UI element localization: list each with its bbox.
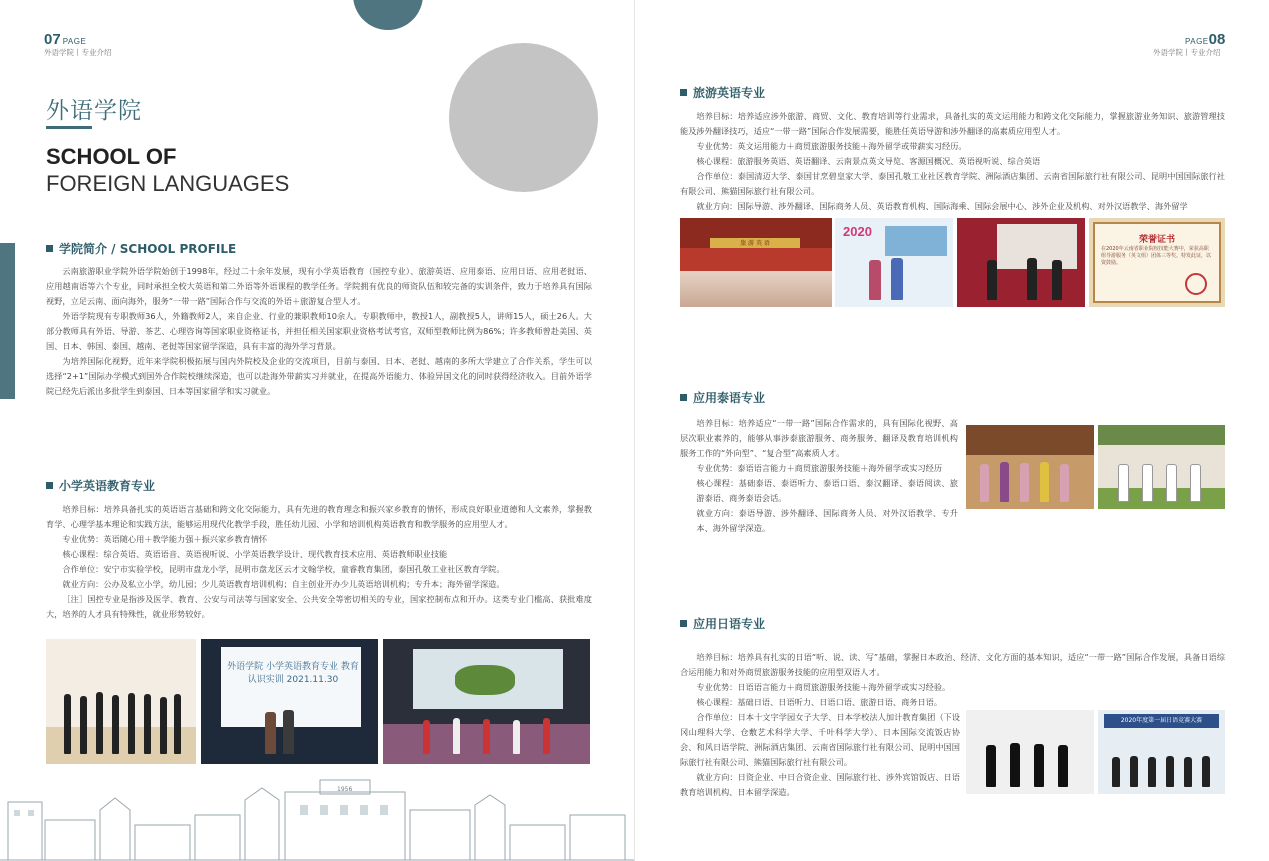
detail-line: 专业优势：英语随心用＋教学能力强＋振兴家乡教育情怀 [62,534,268,544]
title-underline [46,126,92,129]
profile-paragraph: 云南旅游职业学院外语学院始创于1998年，经过二十余年发展，现有小学英语教育（国控专业）、旅游英语、应用泰语、应用日语、应用老挝语、应用越南语等六个专业，同时承担全校大英语和第二外语等外语课程的教学任务。学院拥有优良的师资队伍和较完备的实训条件，致力于培养具有国际视野，立足云南、面向海外，服务“一带一路”国际合作与交流的外语＋旅游复合型人才。 [46,266,592,306]
side-accent-bar [0,243,15,399]
goal-text: 培养目标：培养适应涉外旅游、商贸、文化、教育培训等行业需求，具备扎实的英文运用能力和跨文化交际能力，掌握旅游业务知识、旅游管理技能及涉外翻译技巧，适应“一带一路”国际合作发展需要，能胜任英语导游和涉外翻译的高素质应用型人才。 [680,111,1225,136]
detail-line: 核心课程：基础泰语、泰语听力、泰语口语、泰汉翻译、泰语阅读、旅游泰语、商务泰语会话。 [696,478,958,503]
section-heading-profile: 学院简介 / SCHOOL PROFILE [46,240,236,257]
page-number-right: PAGE08 [1185,31,1226,48]
profile-paragraph: 外语学院现有专职教师36人，外籍教师2人，来自企业、行业的兼职教师10余人。专职教师中，教授1人，副教授5人，讲师15人，硕士26人。大部分教师具有外语、导游、茶艺、心理咨询等国家职业资格证书，并担任相关国家职业资格考试考官，双师型教师比例为86%；许多教师曾赴美国、英国、日本、韩国、泰国、越南、老挝等国家留学深造，具有丰富的海外学习背景。 [46,311,592,351]
running-head-left: 外语学院丨专业介绍 [44,48,112,57]
profile-body [46,264,592,399]
photo-primary-english-students [46,639,196,764]
square-bullet-icon [46,245,53,252]
campus-skyline-illustration [0,770,634,861]
decorative-circle-teal [353,0,423,30]
detail-line: 就业方向：国际导游、涉外翻译、国际商务人员、英语教育机构、国际海乘、国际会展中心、涉外企业及机构、对外汉语教学、海外留学 [696,201,1188,211]
gate-banner: 旅 游 英 语 [710,238,800,248]
square-bullet-icon [680,394,687,401]
goal-text: 培养目标：培养适应“一带一路”国际合作需求的，具有国际化视野、高层次职业素养的，能够从事涉泰旅游服务、商务服务、翻译及教育培训机构服务工作的“外向型”、“复合型”高素质人才。 [680,418,958,458]
detail-line: 就业方向：日资企业、中日合资企业、国际旅行社、涉外宾馆饭店、日语教育培训机构、日本留学深造。 [680,772,960,797]
section-heading-thai: 应用泰语专业 [680,389,765,406]
thai-body [680,416,958,536]
detail-line: 合作单位：日本十文字学园女子大学、日本学校法人加计教育集团（下设冈山理科大学、仓敷艺术科学大学、千叶科学大学）、日本国际交流饭店协会、和风日语学院、洲际酒店集团、云南省国际旅行社有限公司、昆明中国国际旅行社有限公司、熊猫国际旅行社有限公司。 [680,712,960,767]
detail-line: 合作单位：安宁市实验学校，昆明市盘龙小学，昆明市盘龙区云才文翰学校，童睿教育集团，泰国孔敬工业社区教育学院。 [62,564,505,574]
contest-banner: 2020年度第一届日语竞赛大赛 [1104,714,1219,728]
certificate-title: 荣誉证书 [1138,235,1175,245]
caterpillar-graphic [455,665,515,695]
detail-line: 核心课程：综合英语、英语语音、英语视听说、小学英语教学设计、现代教育技术应用、英语教师职业技能 [62,549,448,559]
photo-primary-english-stage [383,639,590,764]
photo-tourism-expo [957,218,1085,307]
expo-screen [997,224,1077,269]
competition-backdrop [885,226,947,256]
detail-line: 核心课程：旅游服务英语、英语翻译、云南景点英文导览、客源国概况、英语视听说、综合英语 [696,156,1041,166]
detail-line: 核心课程：基础日语、日语听力、日语口语、旅游日语、商务日语。 [696,697,943,707]
page-title-cn: 外语学院 [46,98,142,124]
photo-tourism-group [680,218,832,307]
detail-line: 就业方向：泰语导游、涉外翻译、国际商务人员、对外汉语教学、专升本、海外留学深造。 [696,508,958,533]
photo-japanese-contest [1098,710,1225,794]
goal-text: 培养目标：培养具备扎实的英语语言基础和跨文化交际能力，具有先进的教育理念和振兴家乡教育的情怀，形成良好职业道德和人文素养，掌握教育学、心理学基本理论和实践方法，能够运用现代化教学手段，胜任幼儿园、小学和培训机构英语教育和教学服务的应用型人才。 [46,504,592,529]
photo-tourism-competition [835,218,953,307]
banner-year: 2020 [843,224,872,239]
page-number-left: 07 PAGE [44,31,87,48]
detail-line: 专业优势：日语语言能力＋商贸旅游服务技能＋海外留学或实习经验。 [696,682,951,692]
square-bullet-icon [46,482,53,489]
red-seal-icon [1185,273,1207,295]
page-title-en-line1: SCHOOL OF [46,144,177,169]
note-text: ［注］国控专业是指涉及医学、教育、公安与司法等与国家安全、公共安全等密切相关的专业，国家控制布点和开办。这类专业门槛高、获批难度大，培养的人才具有特殊性，就业形势较好。 [46,594,592,619]
running-head-right: 外语学院丨专业介绍 [1153,48,1221,57]
photo-thai-group-indoor [966,425,1094,509]
detail-line: 专业优势：泰语语言能力＋商贸旅游服务技能＋海外留学或实习经历 [696,463,943,473]
section-heading-japanese: 应用日语专业 [680,615,765,632]
tourism-english-body [680,109,1225,214]
building-year-label: 1956 [337,786,353,793]
spread-fold [634,0,635,861]
profile-paragraph: 为培养国际化视野，近年来学院积极拓展与国内外院校及企业的交流项目，目前与泰国、日本、老挝、越南的多所大学建立了合作关系，学生可以选择“2+1”国际办学模式到国外合作院校继续深造，也可以赴海外带薪实习并就业，在提高外语能力、体验异国文化的同时获得经济收入。目前外语学院已经先后派出多批学生到泰国、日本等国家留学和实习就业。 [46,356,592,396]
certificate-body: 在2020年云南省职业院校技能大赛中，荣获高职组导游服务（英文组）团体三等奖。特发此证，以资鼓励。 [1101,246,1212,266]
page-title-en-line2: FOREIGN LANGUAGES [46,171,290,196]
photo-thai-group-outdoor [1098,425,1225,509]
detail-line: 就业方向：公办及私立小学，幼儿园；少儿英语教育培训机构；自主创业开办少儿英语培训机构；专升本；海外留学深造。 [62,579,505,589]
japanese-goal-block [680,650,1225,710]
square-bullet-icon [680,620,687,627]
goal-text: 培养目标：培养具有扎实的日语“听、说、读、写”基础，掌握日本政治、经济、文化方面的基本知识，适应“一带一路”国际合作发展，具备日语综合运用能力和对外商贸旅游服务技能的应用型双语人才。 [680,652,1225,677]
detail-line: 专业优势：英文运用能力＋商贸旅游服务技能＋海外留学或带薪实习经历。 [696,141,967,151]
detail-line: 合作单位：泰国清迈大学、泰国甘烹碧皇家大学、泰国孔敬工业社区教育学院、洲际酒店集团、云南省国际旅行社有限公司、昆明中国国际旅行社有限公司、熊猫国际旅行社有限公司。 [680,171,1225,196]
photo-primary-english-training [201,639,378,764]
photo-japanese-group [966,710,1094,794]
decorative-circle-grey [449,43,598,192]
primary-english-body [46,502,592,622]
section-heading-tourism-english: 旅游英语专业 [680,84,765,101]
photo-honor-certificate [1089,218,1225,307]
japanese-details-block [680,710,960,800]
screen-caption: 外语学院 小学英语教育专业 教育认识实训 2021.11.30 [227,662,359,685]
section-heading-primary-english: 小学英语教育专业 [46,477,155,494]
square-bullet-icon [680,89,687,96]
